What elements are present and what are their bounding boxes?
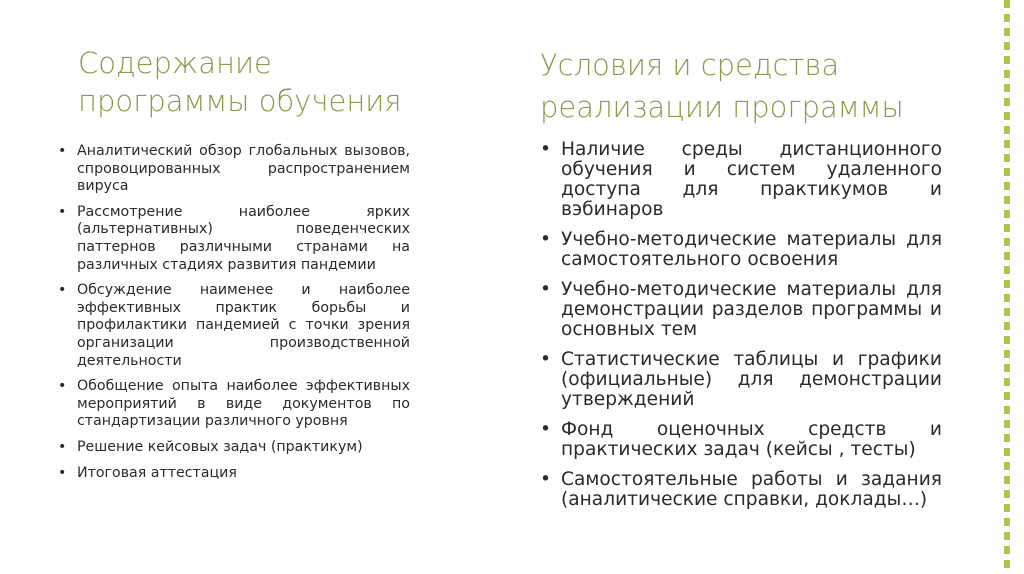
- list-item: [540, 280, 942, 340]
- bullet-icon: •: [540, 419, 551, 440]
- list-item-text: Решение кейсовых задач (практикум): [77, 438, 363, 455]
- list-item-text: Учебно-методические материалы для самостоятельного освоения: [561, 229, 942, 270]
- list-item-text: Аналитический обзор глобальных вызовов, спровоцированных распространением вируса: [77, 143, 410, 195]
- list-item-text: Фонд оценочных средств и практических задач (кейсы , тесты): [561, 419, 942, 460]
- list-item: [540, 470, 942, 510]
- bullet-icon: •: [58, 203, 67, 220]
- list-item-text: Статистические таблицы и графики (официальные) для демонстрации утверждений: [561, 349, 942, 410]
- list-item: [58, 143, 410, 196]
- bullet-icon: •: [540, 139, 551, 160]
- left-title-line1: Содержание: [78, 46, 272, 80]
- list-item-text: Рассмотрение наиболее ярких (альтернативных) поведенческих паттернов различными странами на различных стадиях развития пандемии: [77, 203, 410, 273]
- list-item: [58, 282, 410, 370]
- right-list: [540, 140, 942, 520]
- list-item: [58, 465, 410, 483]
- bullet-icon: •: [540, 229, 551, 250]
- list-item: [540, 230, 942, 270]
- list-item: [540, 350, 942, 410]
- bullet-icon: •: [540, 279, 551, 300]
- bullet-icon: •: [58, 464, 67, 481]
- list-item-text: Итоговая аттестация: [77, 464, 237, 481]
- bullet-icon: •: [58, 143, 67, 159]
- list-item-text: Обсуждение наименее и наиболее эффективных практик борьбы и профилактики пандемией с точки зрения организации производственной деятельности: [77, 282, 410, 369]
- right-title-line1: Условия и средства: [540, 48, 840, 82]
- bullet-icon: •: [58, 378, 67, 395]
- left-title-line2: программы обучения: [78, 84, 402, 118]
- list-item: [540, 420, 942, 460]
- list-item: [540, 140, 942, 220]
- right-title: [540, 44, 904, 128]
- list-item: [58, 439, 410, 457]
- list-item-text: Наличие среды дистанционного обучения и систем удаленного доступа для практикумов и вэбинаров: [561, 139, 942, 220]
- right-title-line2: реализации программы: [540, 90, 904, 124]
- left-list: [58, 143, 410, 490]
- bullet-icon: •: [540, 349, 551, 370]
- list-item: [58, 378, 410, 431]
- dashed-border-decoration: [1004, 0, 1010, 574]
- bullet-icon: •: [58, 438, 67, 455]
- bullet-icon: •: [58, 282, 67, 299]
- list-item: [58, 204, 410, 274]
- bullet-icon: •: [540, 469, 551, 490]
- list-item-text: Самостоятельные работы и задания (аналитические справки, доклады…): [561, 469, 942, 510]
- list-item-text: Обобщение опыта наиболее эффективных мероприятий в виде документов по стандартизации различного уровня: [77, 378, 410, 430]
- list-item-text: Учебно-методические материалы для демонстрации разделов программы и основных тем: [561, 279, 942, 340]
- left-title: [78, 44, 402, 120]
